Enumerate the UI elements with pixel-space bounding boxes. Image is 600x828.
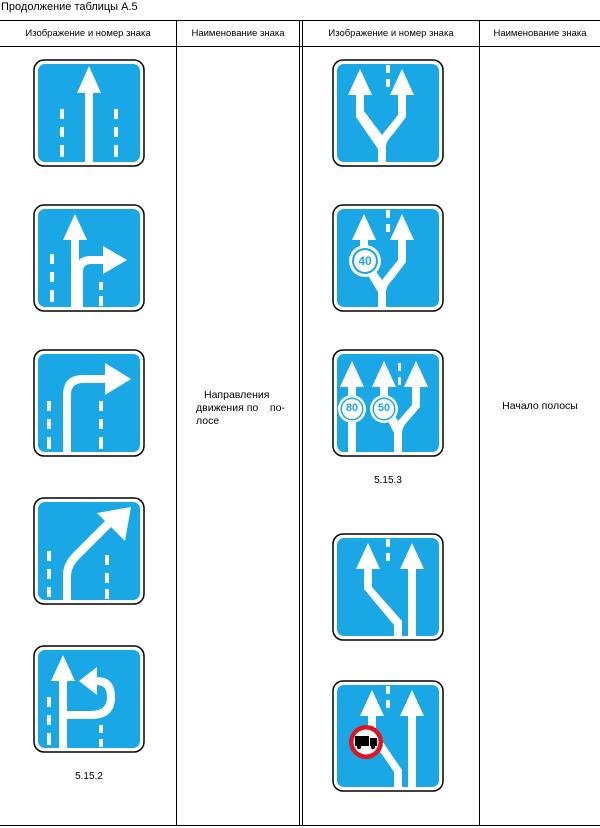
table-caption: Продолжение таблицы А.5 [1,1,138,13]
col-divider-1 [176,20,177,826]
header-bottom-border [0,46,600,47]
header-name-left: Наименование знака [191,28,285,39]
sign-name-left-line3: лосе [196,415,220,427]
right-turn-lane-sign [33,349,145,457]
col-divider-2b [302,20,303,826]
lane-begin-speed-sign [332,204,444,312]
straight-lane-sign [33,59,145,167]
sign-name-left-line1: Направления [204,389,270,401]
col-divider-2a [299,20,300,826]
speed-40-label: 40 [358,254,372,268]
straight-uturn-lane-sign [33,645,145,753]
table-bottom-border [0,825,600,826]
sign-name-left [196,389,292,428]
slight-right-lane-sign [33,497,145,605]
col-divider-3 [479,20,480,826]
straight-right-lane-sign [33,204,145,312]
lane-begin-sign [332,59,444,167]
sign-name-left-line2: движения по по- [196,402,285,414]
header-name-right: Наименование знака [493,28,587,39]
lane-begin-left-sign [332,533,444,641]
header-image-right: Изображение и номер знака [328,28,454,39]
speed-50-label: 50 [377,402,391,414]
table-top-border [0,20,600,21]
lane-begin-no-trucks-sign [332,680,444,792]
sign-number-left: 5.15.2 [75,771,103,782]
speed-80-label: 80 [345,402,359,414]
sign-number-right: 5.15.3 [374,475,402,486]
sign-name-right: Начало полосы [502,400,578,412]
header-image-left: Изображение и номер знака [25,28,151,39]
